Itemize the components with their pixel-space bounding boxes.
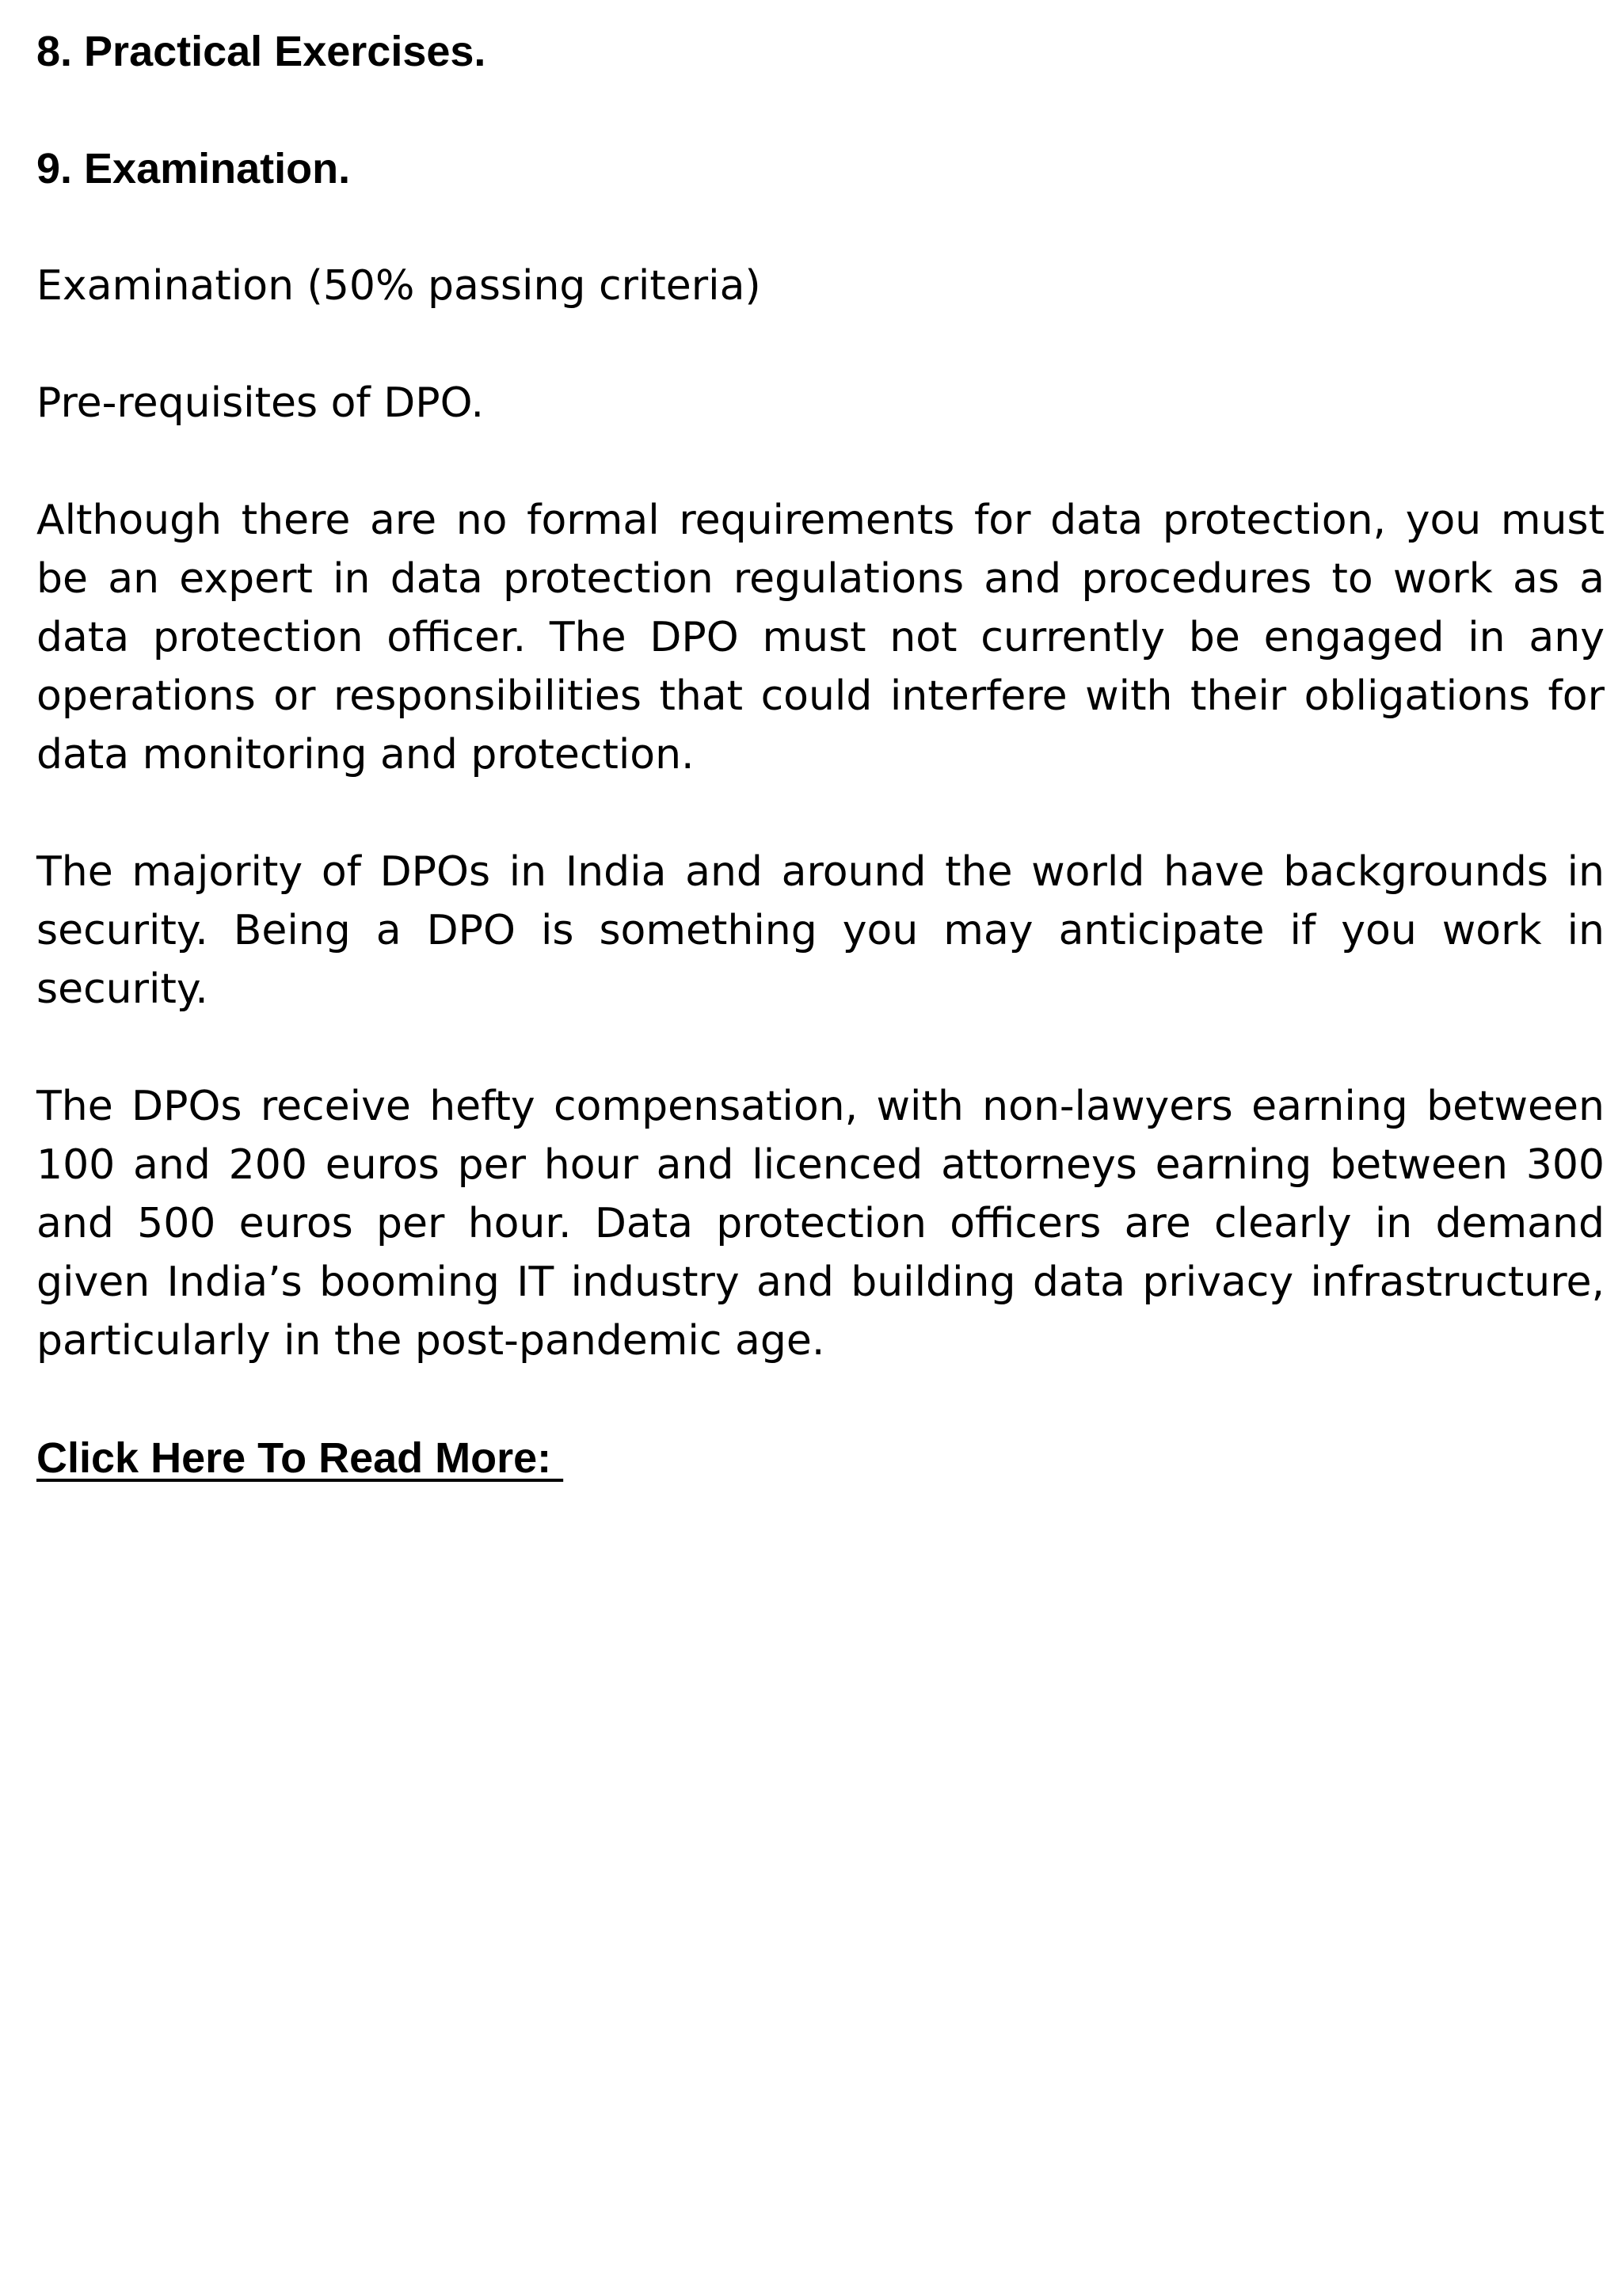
read-more-link[interactable]: Click Here To Read More: — [36, 1434, 564, 1482]
paragraph-backgrounds: The majority of DPOs in India and around the world have backgrounds in security. Being a DPO is something you may anticipate if you work in security. — [36, 848, 1605, 1013]
document-page — [36, 22, 1605, 1487]
heading-examination: 9. Examination. — [36, 145, 351, 192]
paragraph-requirements: Although there are no formal requirements for data protection, you must be an expert in data protection regulations and procedures to work as a data protection officer. The DPO must not currently be engaged in any operations or responsibilities that could interfere with their obligations for data monitoring and protection. — [36, 497, 1605, 779]
prerequisites-text: Pre-requisites of DPO. — [36, 379, 485, 427]
heading-practical-exercises: 8. Practical Exercises. — [36, 28, 486, 75]
exam-criteria-text: Examination (50% passing criteria) — [36, 262, 761, 310]
paragraph-compensation: The DPOs receive hefty compensation, with non-lawyers earning between 100 and 200 euros per hour and licenced attorneys earning between 300 and 500 euros per hour. Data protection officers are clearly in demand given India’s booming IT industry and building data privacy infrastructure, particularly in the post-pandemic age. — [36, 1083, 1605, 1365]
